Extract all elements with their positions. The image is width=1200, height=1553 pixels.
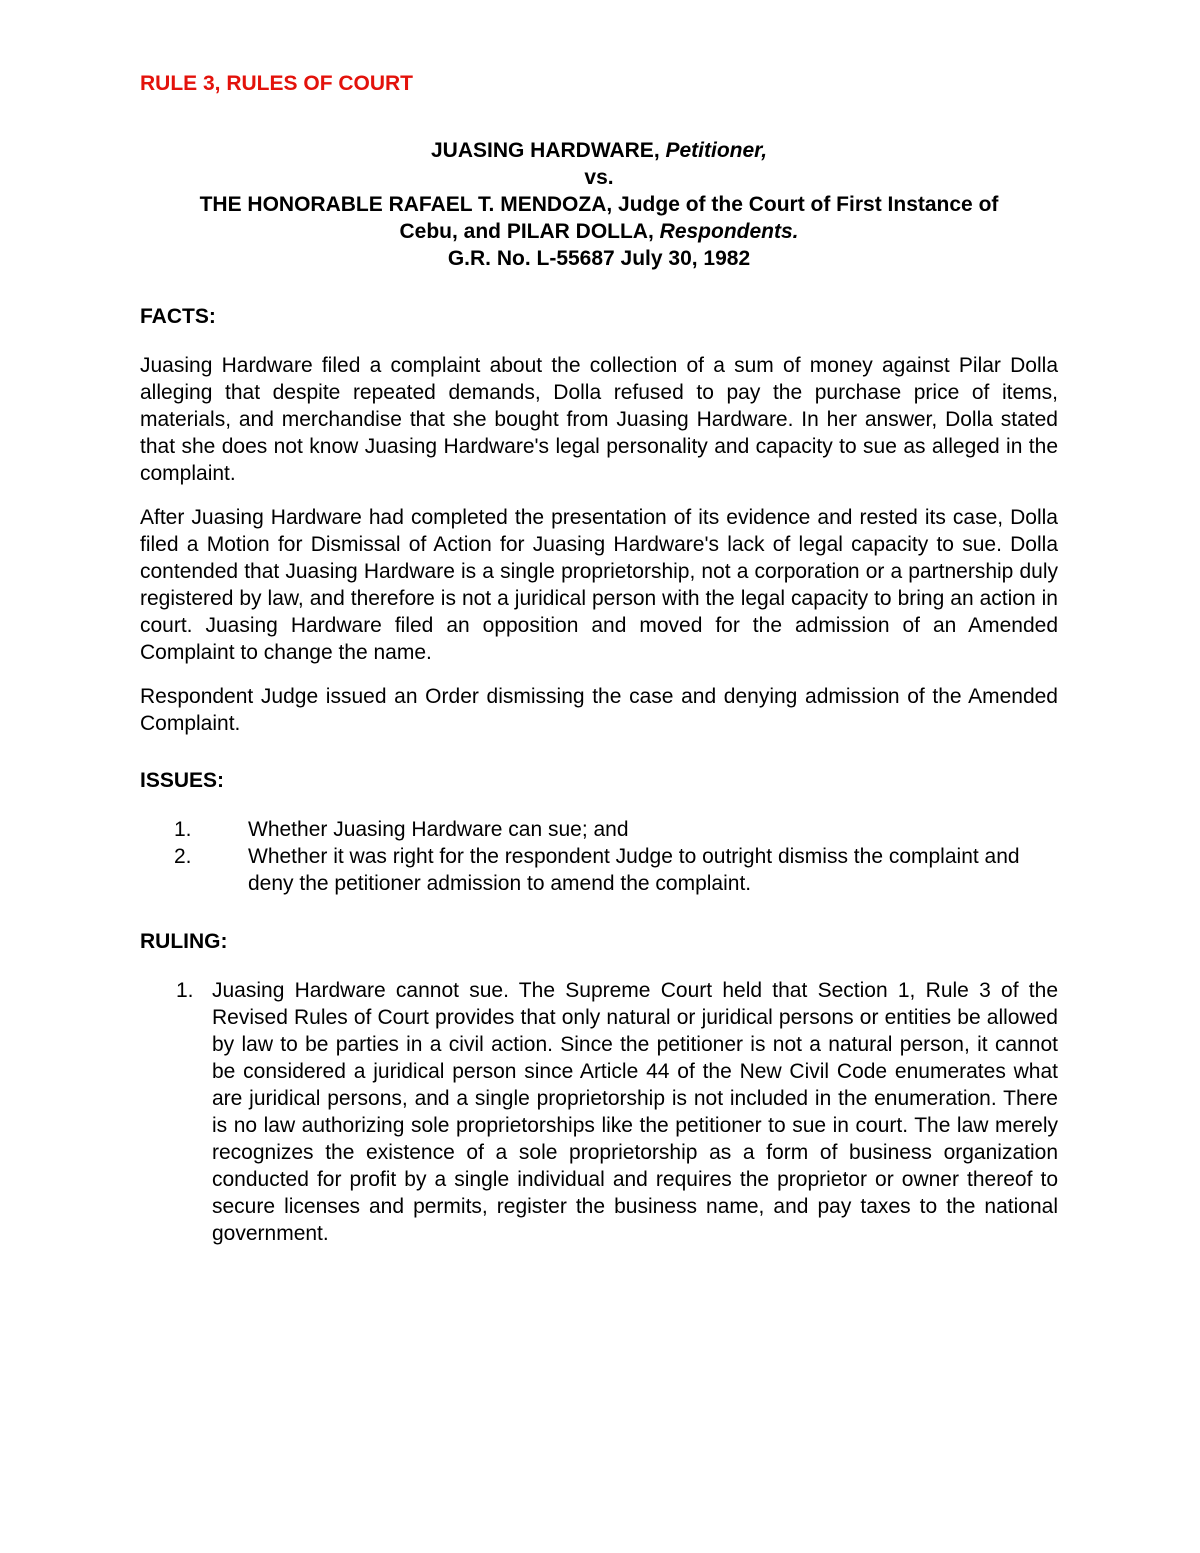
petitioner-role: Petitioner, [665,139,768,162]
ruling-number: 1. [176,979,194,1002]
issues-list [140,816,1058,897]
facts-paragraph-2: After Juasing Hardware had completed the presentation of its evidence and rested its case, Dolla filed a Motion for Dismissal of Action for Juasing Hardware's lack of legal capacity to sue. Dolla contended that Juasing Hardware is a single proprietorship, not a corporation or a partnership duly registered by law, and therefore is not a juridical person with the legal capacity to bring an action in court. Juasing Hardware filed an opposition and moved for the admission of an Amended Complaint to change the name. [140,506,1058,664]
issue-item [140,843,1058,897]
issue-text: Whether Juasing Hardware can sue; and [248,818,629,841]
case-caption [140,137,1058,272]
respondent-line-1: THE HONORABLE RAFAEL T. MENDOZA, Judge of the Court of First Instance of [199,193,999,216]
ruling-item [140,977,1058,1247]
issue-text: Whether it was right for the respondent Judge to outright dismiss the complaint and deny the petitioner admission to amend the complaint. [248,845,1020,895]
respondent-line-2 [140,218,1058,245]
facts-paragraph-1: Juasing Hardware filed a complaint about the collection of a sum of money against Pilar Dolla alleging that despite repeated demands, Dolla refused to pay the purchase price of items, materials, and merchandise that she bought from Juasing Hardware. In her answer, Dolla stated that she does not know Juasing Hardware's legal personality and capacity to sue as alleged in the complaint. [140,354,1058,485]
ruling-text: Juasing Hardware cannot sue. The Supreme Court held that Section 1, Rule 3 of the Revised Rules of Court provides that only natural or juridical persons or entities be allowed by law to be parties in a civil action. Since the petitioner is not a natural person, it cannot be considered a juridical person since Article 44 of the New Civil Code enumerates what are juridical persons, and a single proprietorship is not included in the enumeration. There is no law authorizing sole proprietorships like the petitioner to sue in court. The law merely recognizes the existence of a sole proprietorship as a form of business organization conducted for profit by a single individual and requires the proprietor or owner thereof to secure licenses and permits, register the business name, and pay taxes to the national government. [212,979,1058,1245]
versus-line: vs. [584,166,614,189]
rule-title: RULE 3, RULES OF COURT [140,72,414,95]
case-number: G.R. No. L-55687 July 30, 1982 [447,247,751,270]
respondent-parties: Cebu, and PILAR DOLLA, [399,220,654,243]
respondent-role: Respondents. [659,220,799,243]
ruling-list [140,977,1058,1247]
facts-paragraph-3: Respondent Judge issued an Order dismissing the case and denying admission of the Amended Complaint. [140,685,1058,735]
issue-number: 2. [174,845,192,868]
ruling-heading: RULING: [140,930,228,953]
facts-heading: FACTS: [140,305,216,328]
issue-item [140,816,1058,843]
petitioner-line [140,137,1058,164]
issue-number: 1. [174,818,192,841]
document-page [140,70,1058,1247]
petitioner-name: JUASING HARDWARE, [430,139,660,162]
issues-heading: ISSUES: [140,769,225,792]
